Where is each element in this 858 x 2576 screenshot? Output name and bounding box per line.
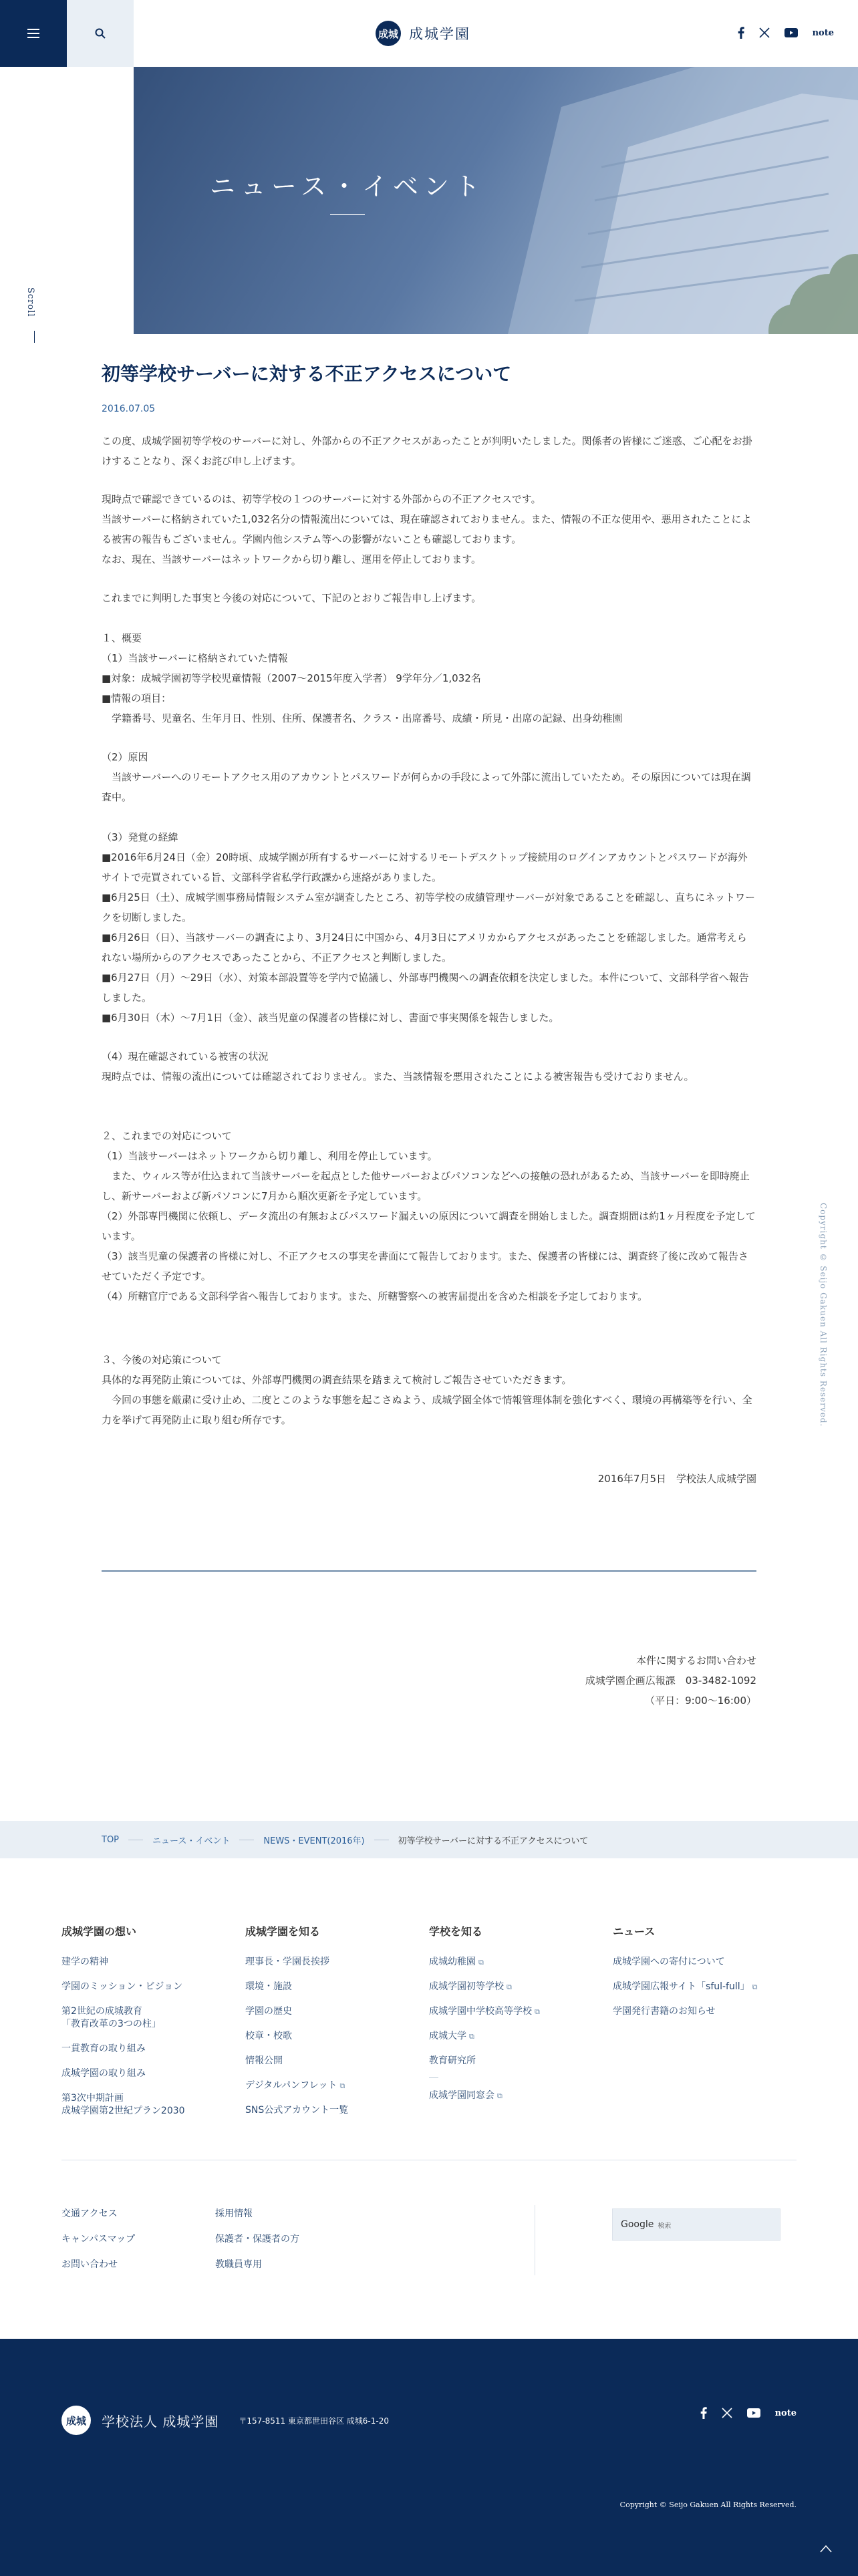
article-section-cause: （2）原因 当該サーバーへのリモートアクセス用のアカウントとパスワードが何らかの手段によって外部に流出していたため。その原因については現在調査中。 — [102, 751, 751, 803]
footer-link[interactable]: 環境・施設 — [245, 1981, 292, 1992]
facebook-icon[interactable] — [738, 25, 744, 40]
footer-link[interactable]: 校章・校歌 — [245, 2031, 292, 2041]
footer-sub-link-recruit[interactable]: 採用情報 — [215, 2208, 253, 2219]
vertical-copyright: Copyright © Seijo Gakuen All Rights Reserved. — [819, 1203, 828, 1427]
footer-nav-heading[interactable]: 成城学園を知る — [245, 1925, 321, 1938]
footer-link[interactable]: 成城大学 ⧉ — [429, 2031, 474, 2041]
external-link-icon: ⧉ — [752, 1983, 758, 1991]
page-top-button[interactable] — [818, 2541, 834, 2557]
footer-nav-about — [245, 1923, 419, 2129]
footer-nav-heading[interactable]: 学校を知る — [429, 1925, 483, 1938]
school-emblem-icon: 成城 — [61, 2406, 91, 2435]
hero-title: ニュース・イベント — [209, 172, 486, 201]
footer-link[interactable]: 一貫教育の取り組み — [61, 2043, 146, 2054]
footer-link[interactable]: 学園のミッション・ビジョン — [61, 1981, 183, 1992]
external-link-icon: ⧉ — [478, 1958, 484, 1967]
external-link-icon: ⧉ — [535, 2007, 540, 2016]
article-section-prevention: ３、今後の対応策について 具体的な再発防止策については、外部専門機関の調査結果を踏まえて検討しご報告させていただきます。 今回の事態を厳粛に受け止め、二度とこのような事態を起こさぬよう、成城学園全体で情報管理体制を強化すべく、環境の再構築等を行い、全力を挙げて再発防止に取り組む所存です。 — [102, 1354, 752, 1426]
x-icon[interactable] — [759, 25, 770, 40]
article-section-discovery: （3）発覚の経緯 ■2016年6月24日（金）20時頃、成城学園が所有するサーバーに対するリモートデスクトップ接続用のログインアカウントとパスワードが海外サイトで売買されている旨、文部科学省私学行政課から連絡がありました。 ■6月25日（土）、成城学園事務局情報システム室が調査したところ、初等学校の成績管理サーバーが対象であることを確認し、直ちにネットワークを切断しました。 ■6月26日（日）、当該サーバーの調査により、3月24日に中国から、4月3日にアメリカからアクセスがあったことを確認しました。通常考えられない場所からのアクセスであったことから、不正アクセスと判断しました。 ■6月27日（月）～29日（水）、対策本部設置等を学内で協議し、外部専門機関への調査依頼を決定しました。本件について、文部科学省へ報告しました。 ■6月30日（木）～7月1日（金）、該当児童の保護者の皆様に対し、書面で事実関係を報告しました。 — [102, 831, 756, 1024]
footer-sub-link-campus-map[interactable]: キャンパスマップ — [61, 2234, 136, 2245]
google-search-sub: 検索 — [658, 2222, 672, 2230]
article-section-damage: （4）現在確認されている被害の状況 現時点では、情報の流出については確認されておりません。また、当該情報を悪用されたことによる被害報告も受けておりません。 — [102, 1050, 694, 1083]
footer-link-divider — [429, 2077, 438, 2078]
arrow-up-icon — [820, 2545, 832, 2553]
footer-link[interactable]: 成城学園初等学校 ⧉ — [429, 1981, 512, 1992]
footer-copyright: Copyright © Seijo Gakuen All Rights Reserved. — [619, 2500, 797, 2509]
contact-phone: 成城学園企画広報課 03-3482-1092 — [585, 1675, 756, 1687]
google-label: Google — [621, 2219, 654, 2230]
footer-link[interactable]: 理事長・学園長挨拶 — [245, 1957, 329, 1967]
hero-banner — [134, 67, 858, 334]
school-emblem-icon: 成城 — [376, 21, 401, 46]
article-date: 2016.07.05 — [102, 404, 156, 414]
breadcrumb-news-event[interactable]: ニュース・イベント — [152, 1836, 231, 1846]
social-links — [738, 25, 834, 40]
article-title: 初等学校サーバーに対する不正アクセスについて — [102, 363, 512, 385]
article-paragraph-lead: これまでに判明した事実と今後の対応について、下記のとおりご報告申し上げます。 — [102, 592, 482, 604]
footer-nav-schools — [429, 1923, 603, 2114]
footer-nav-philosophy — [61, 1923, 235, 2130]
footer-link[interactable]: 情報公開 — [245, 2055, 283, 2066]
site-header — [0, 0, 858, 67]
footer-link[interactable]: 成城学園同窓会 ⧉ — [429, 2090, 503, 2101]
footer-link[interactable]: 学園の歴史 — [245, 2006, 292, 2017]
search-icon — [95, 28, 106, 39]
footer-link[interactable]: 成城幼稚園 ⧉ — [429, 1957, 484, 1967]
youtube-icon[interactable] — [747, 2406, 760, 2420]
footer-link[interactable]: 成城学園の取り組み — [61, 2068, 146, 2079]
footer-nav-heading[interactable]: ニュース — [613, 1925, 656, 1938]
footer-sub-link-guardians[interactable]: 保護者・保護者の方 — [215, 2234, 299, 2245]
article-paragraph-status: 現時点で確認できているのは、初等学校の１つのサーバーに対する外部からの不正アクセスです。 当該サーバーに格納されていた1,032名分の情報流出については、現在確認されておりません。また、情報の不正な使用や、悪用されたことによる被害の報告もございません。学園内他システム等への影響がないことも確認しております。 なお、現在、当該サーバーはネットワークから切り離し、運用を停止しております。 — [102, 493, 752, 565]
article-signature: 2016年7月5日 学校法人成城学園 — [597, 1473, 756, 1485]
x-icon[interactable] — [722, 2406, 732, 2420]
footer-link[interactable]: SNS公式アカウント一覧 — [245, 2105, 349, 2116]
hero-divider — [330, 214, 365, 215]
footer-link[interactable]: 成城学園広報サイト「sful-full」 ⧉ — [613, 1981, 758, 1992]
menu-button[interactable] — [0, 0, 67, 67]
footer-link[interactable]: 成城学園中学校高等学校 ⧉ — [429, 2006, 540, 2017]
article-divider — [102, 1570, 756, 1572]
footer-link[interactable]: 教育研究所 — [429, 2055, 476, 2066]
breadcrumb-top[interactable]: TOP — [102, 1834, 120, 1845]
footer-logo[interactable] — [61, 2406, 389, 2435]
external-link-icon: ⧉ — [339, 2082, 345, 2090]
footer-sub-link-contact[interactable]: お問い合わせ — [61, 2259, 118, 2270]
breadcrumb — [0, 1821, 858, 1858]
article-section-overview: １、概要 （1）当該サーバーに格納されていた情報 ■対象：成城学園初等学校児童情報（2007～2015年度入学者） 9学年分／1,032名 ■情報の項目： 学籍番号、児童名、生年月日、性別、住所、保護者名、クラス・出席番号、成績・所見・出席の記録、出身幼稚園 — [102, 632, 623, 724]
brand-name: 成城学園 — [409, 26, 470, 42]
youtube-icon[interactable] — [784, 25, 798, 40]
google-search-input[interactable] — [612, 2208, 780, 2241]
footer-address: 〒157-8511 東京都世田谷区 成城6-1-20 — [239, 2416, 389, 2426]
scroll-indicator[interactable]: Scroll — [25, 287, 35, 317]
contact-block — [102, 1651, 756, 1711]
facebook-icon[interactable] — [700, 2406, 707, 2420]
footer-org-name: 学校法人 成城学園 — [102, 2413, 219, 2430]
footer-sub-link-access[interactable]: 交通アクセス — [61, 2208, 118, 2219]
footer-link[interactable]: 第3次中期計画 成城学園第2世紀プラン2030 — [61, 2093, 185, 2116]
footer-nav-news — [613, 1923, 797, 2030]
footer-sub-link-staff[interactable]: 教職員専用 — [215, 2259, 262, 2270]
search-button[interactable] — [67, 0, 134, 67]
contact-hours: （平日：9:00〜16:00） — [645, 1695, 756, 1707]
breadcrumb-news-2016[interactable]: NEWS・EVENT(2016年) — [263, 1836, 365, 1846]
external-link-icon: ⧉ — [497, 2092, 503, 2100]
footer-link[interactable]: デジタルパンフレット ⧉ — [245, 2080, 345, 2091]
menu-icon — [27, 29, 39, 38]
note-icon[interactable]: note — [774, 2408, 797, 2418]
footer-link[interactable]: 学園発行書籍のお知らせ — [613, 2006, 716, 2017]
footer-link[interactable]: 建学の精神 — [61, 1957, 108, 1967]
scroll-line — [34, 331, 35, 343]
article-paragraph-intro: この度、成城学園初等学校のサーバーに対し、外部からの不正アクセスがあったことが判明いたしました。関係者の皆様にご迷惑、ご心配をお掛けすることなり、深くお詫び申し上げます。 — [102, 435, 752, 467]
external-link-icon: ⧉ — [469, 2032, 474, 2041]
breadcrumb-current: 初等学校サーバーに対する不正アクセスについて — [398, 1836, 589, 1846]
note-icon[interactable]: note — [812, 27, 834, 38]
footer-link[interactable]: 成城学園への寄付について — [613, 1957, 725, 1967]
site-logo[interactable] — [376, 19, 470, 48]
external-link-icon: ⧉ — [507, 1983, 512, 1991]
footer-social-links — [700, 2406, 797, 2420]
article-section-response: ２、これまでの対応について （1）当該サーバーはネットワークから切り離し、利用を停止しています。 また、ウィルス等が仕込まれて当該サーバーを起点とした他サーバーおよびパソコンなどへの接触の恐れがあるため、当該サーバーを即時廃止し、新サーバーおよび新パソコンに7月から順次更新を予定しています。 （2）外部専門機関に依頼し、データ流出の有無およびパスワード漏えいの原因について調査を開始しました。調査期間は約1ヶ月程度を予定しています。 （3）該当児童の保護者の皆様に対し、不正アクセスの事実を書面にて報告しております。また、保護者の皆様には、調査終了後に改めて報告させていただく予定です。 （4）所轄官庁である文部科学省へ報告しております。また、所轄警察への被害届提出を含めた相談を予定しております。 — [102, 1130, 756, 1302]
contact-heading: 本件に関するお問い合わせ — [635, 1655, 756, 1667]
site-footer — [0, 2339, 858, 2576]
footer-link[interactable]: 第2世紀の成城教育 「教育改革の3つの柱」 — [61, 2006, 161, 2029]
footer-nav-heading[interactable]: 成城学園の想い — [61, 1925, 137, 1938]
